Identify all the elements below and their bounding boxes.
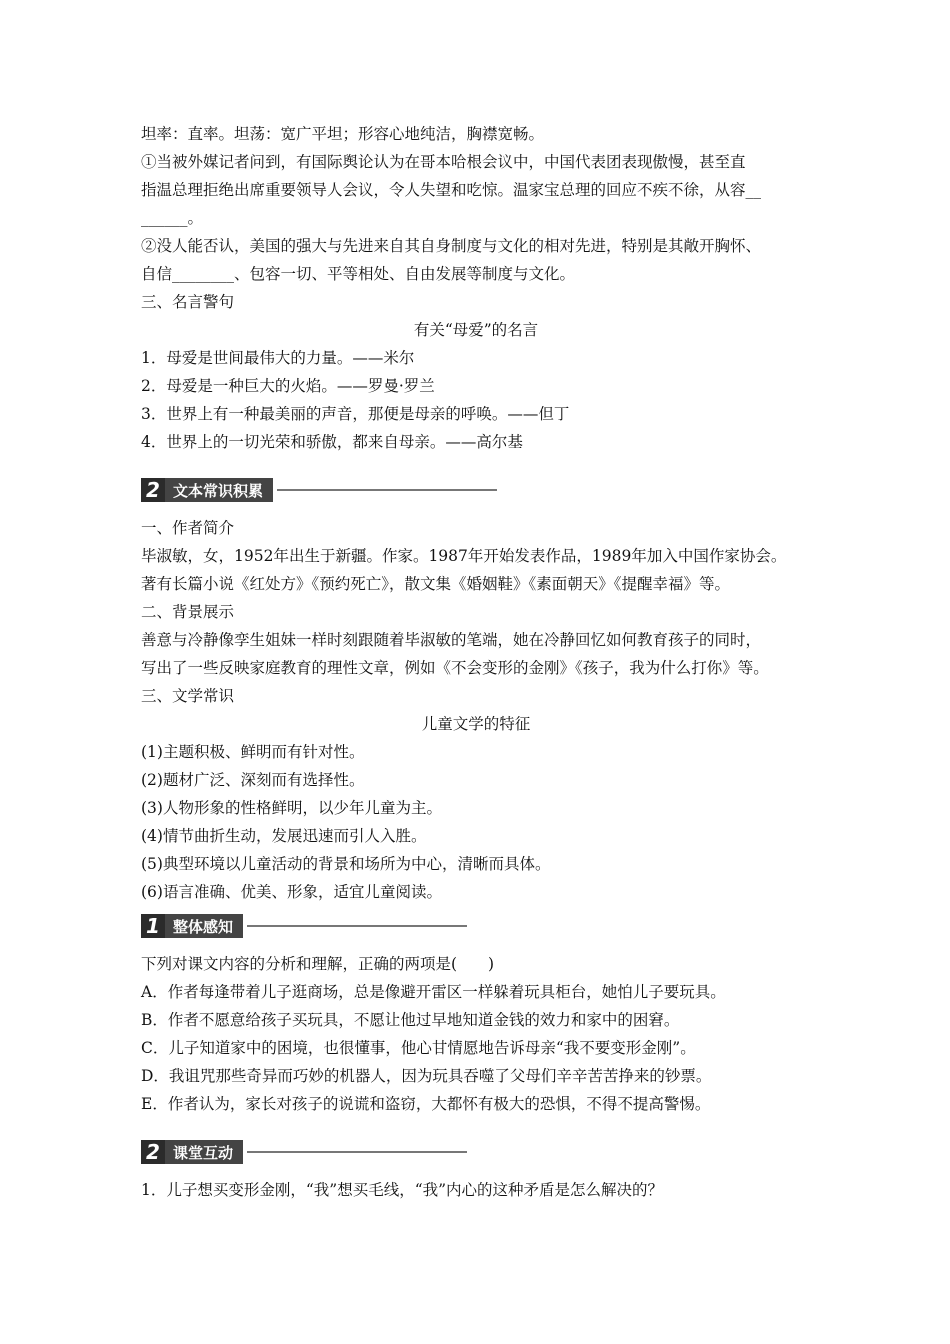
answer-option: C．儿子知道家中的困境，也很懂事，他心甘情愿地告诉母亲“我不要变形金刚”。: [141, 1039, 696, 1057]
section-header-interaction: [141, 1138, 811, 1166]
question-stem: 下列对课文内容的分析和理解，正确的两项是( ): [141, 955, 495, 973]
section-divider: [277, 489, 497, 491]
section-badge: [141, 1140, 243, 1164]
quote-item: 4．世界上的一切光荣和骄傲，都来自母亲。——高尔基: [141, 433, 523, 451]
background-heading: 二、背景展示: [141, 603, 235, 621]
feature-item: (4)情节曲折生动，发展迅速而引人入胜。: [141, 827, 427, 845]
quote-item: 1．母爱是世间最伟大的力量。——米尔: [141, 349, 415, 367]
section-title: 文本常识积累: [173, 481, 264, 500]
feature-item: (5)典型环境以儿童活动的背景和场所为中心，清晰而具体。: [141, 855, 551, 873]
author-line-2: 著有长篇小说《红处方》《预约死亡》，散文集《婚姻鞋》《素面朝天》《提醒幸福》等。: [141, 575, 731, 593]
example-2-line-1: ②没人能否认，美国的强大与先进来自其自身制度与文化的相对先进，特别是其敞开胸怀、: [141, 237, 762, 255]
example-1-line-2: 指温总理拒绝出席重要领导人会议，令人失望和吃惊。温家宝总理的回应不疾不徐，从容__: [141, 181, 762, 199]
definition-text: 坦率：直率。坦荡：宽广平坦；形容心地纯洁，胸襟宽畅。: [141, 125, 545, 143]
section-title: 整体感知: [173, 917, 234, 936]
feature-item: (1)主题积极、鲜明而有针对性。: [141, 743, 365, 761]
feature-item: (2)题材广泛、深刻而有选择性。: [141, 771, 365, 789]
quote-item: 3．世界上有一种最美丽的声音，那便是母亲的呼唤。——但丁: [141, 405, 570, 423]
answer-option: A．作者每逢带着儿子逛商场，总是像避开雷区一样躲着玩具柜台，她怕儿子要玩具。: [141, 983, 726, 1001]
author-line-1: 毕淑敏，女，1952年出生于新疆。作家。1987年开始发表作品，1989年加入中国作家协会。: [141, 547, 787, 565]
literature-title: 儿童文学的特征: [421, 715, 531, 733]
feature-item: (3)人物形象的性格鲜明，以少年儿童为主。: [141, 799, 442, 817]
section-title: 课堂互动: [173, 1143, 234, 1162]
answer-option: D．我诅咒那些奇异而巧妙的机器人，因为玩具吞噬了父母们辛辛苦苦挣来的钞票。: [141, 1067, 712, 1085]
section-number: 1: [141, 914, 165, 938]
answer-option: E．作者认为，家长对孩子的说谎和盗窃，大都怀有极大的恐惧，不得不提高警惕。: [141, 1095, 711, 1113]
literature-heading: 三、文学常识: [141, 687, 235, 705]
author-heading: 一、作者简介: [141, 519, 235, 537]
section-badge: [141, 478, 273, 502]
section-number: 2: [141, 1140, 165, 1164]
section-divider: [247, 925, 467, 927]
section-header-text-knowledge: [141, 476, 811, 504]
example-1-line-1: ①当被外媒记者问到，有国际舆论认为在哥本哈根会议中，中国代表团表现傲慢，甚至直: [141, 153, 746, 171]
feature-item: (6)语言准确、优美、形象，适宜儿童阅读。: [141, 883, 442, 901]
quotes-heading: 三、名言警句: [141, 293, 235, 311]
section-number: 2: [141, 478, 165, 502]
example-2-line-2: 自信________、包容一切、平等相处、自由发展等制度与文化。: [141, 265, 576, 283]
quotes-title: 有关“母爱”的名言: [413, 321, 539, 339]
section-divider: [247, 1151, 467, 1153]
background-line-2: 写出了一些反映家庭教育的理性文章，例如《不会变形的金刚》《孩子，我为什么打你》等。: [141, 659, 769, 677]
example-1-line-3: ______。: [141, 209, 204, 227]
quote-item: 2．母爱是一种巨大的火焰。——罗曼·罗兰: [141, 377, 435, 395]
section-header-overall: [141, 912, 811, 940]
section-badge: [141, 914, 243, 938]
answer-option: B．作者不愿意给孩子买玩具，不愿让他过早地知道金钱的效力和家中的困窘。: [141, 1011, 680, 1029]
interaction-question-1: 1．儿子想买变形金刚，“我”想买毛线，“我”内心的这种矛盾是怎么解决的？: [141, 1181, 664, 1199]
document-page: [141, 120, 811, 1204]
background-line-1: 善意与冷静像孪生姐妹一样时刻跟随着毕淑敏的笔端，她在冷静回忆如何教育孩子的同时，: [141, 631, 762, 649]
